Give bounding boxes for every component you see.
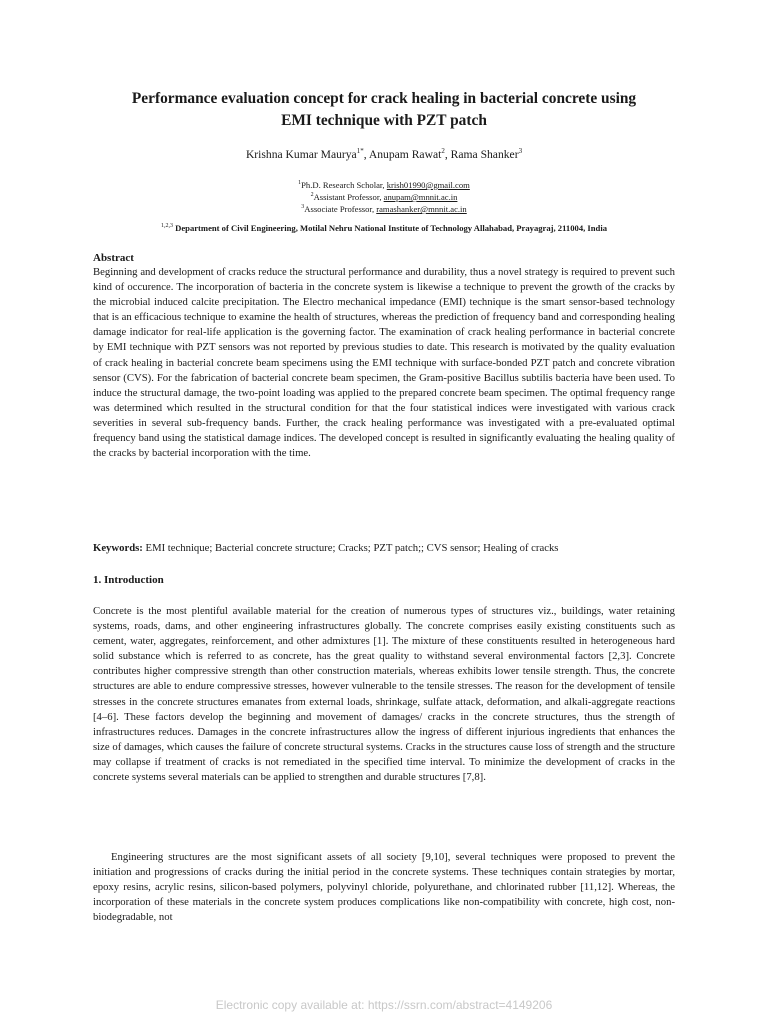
keywords-label: Keywords: xyxy=(93,542,143,554)
title-line-2: EMI technique with PZT patch xyxy=(281,112,487,129)
author-name: Rama Shanker xyxy=(450,147,519,161)
ssrn-footer-watermark: Electronic copy available at: https://ssrn.com/abstract=4149206 xyxy=(215,998,553,1012)
author-list xyxy=(60,144,708,162)
introduction-paragraph-1: Concrete is the most plentiful available material for the creation of numerous types of structures viz., buildings, water retaining systems, roads, dams, and other engineering infrastructures globally. The concrete comprises easily existing constituents such as cement, water, aggregates, reinforcement, and other admixtures [1]. The mixture of these constituents resulted in heterogeneous hard solid substance which is referred to as concrete, has the great quality to withstand several environmental factors [2,3]. Concrete contributes higher compressive strength than other construction materials, whereas exhibits lower tensile strength. Thus, the concrete structures are able to endure compressive stresses, however vulnerable to the tensile stresses. The reason for the development of tensile stresses in the concrete structures emanates from external loads, shrinkage, sulfate attack, deformation, and alkali-aggregate reactions [4–6]. These factors develop the beginning and movement of damages/ cracks in the concrete structures, thus the strength of infrastructures reduces. Damages in the concrete infrastructures allow the ingress of different injurious ingredients that enhances the size of damages, which causes the failure of concrete structural systems. Cracks in the structures cause loss of strength and the structure may collapse if treatment of cracks is not remediated in the specified time interval. To minimize the development of cracks in the concrete systems several materials can be applied to strengthen and durable structures [7,8]. xyxy=(93,605,675,784)
affiliation-email[interactable]: krish01990@gmail.com xyxy=(386,179,470,190)
affiliation-email[interactable]: anupam@mnnit.ac.in xyxy=(383,191,458,202)
affiliation-email[interactable]: ramashanker@mnnit.ac.in xyxy=(376,203,467,214)
author-sup: 3 xyxy=(518,147,523,155)
affiliation-1 xyxy=(60,178,708,191)
introduction-paragraph-2: Engineering structures are the most significant assets of all society [9,10], several techniques were proposed to prevent the initiation and progressions of cracks during the initial period in the concrete systems. These techniques contain strategies by mortar, epoxy resins, acrylic resins, silicon-based polymers, polyvinyl chloride, polyurethane, and chlorinated rubber [11,12]. Whereas, the incorporation of these materials in the concrete system produces complications like non-compatibility with concrete, high cost, non-biodegradable, not xyxy=(93,851,675,924)
author-name: Krishna Kumar Maurya xyxy=(245,147,357,161)
keywords xyxy=(93,541,693,556)
keywords-text: EMI technique; Bacterial concrete structure; Cracks; PZT patch;; CVS sensor; Healing of cracks xyxy=(142,542,559,554)
affiliation-3 xyxy=(60,202,708,215)
affiliation-2 xyxy=(60,190,708,203)
introduction-heading: 1. Introduction xyxy=(93,574,164,586)
affiliation-role: Assistant Professor, xyxy=(313,191,384,202)
abstract-text: Beginning and development of cracks reduce the structural performance and durability, thus a novel strategy is required to prevent such kind of occurence. The incorporation of bacteria in the concrete system is likewise a technique to prevent the growth of the cracks by the microbial induced calcite precipitation. The Electro mechanical impedance (EMI) technique is the smart sensor-based technology that is an efficacious technique to examine the health of structures, whereas the prediction of frequency band and corresponding healing damage indicator for real-life application is the governing factor. The examination of crack healing performance in bacterial concrete by EMI technique with PZT sensors was not reported by previous studies to date. This research is motivated by the quality evaluation of crack healing in bacterial concrete beam specimens using the EMI technique with surface-bonded PZT patch and concrete vibration sensor (CVS). For the fabrication of bacterial concrete beam specimen, the Gram-positive Bacillus subtilis bacteria have been used. To induce the structural damage, the two-point loading was applied to the prepared concrete beam specimen. The optimal frequency range was determined which resulted in the structural condition for that the four statistical indices were investigated with various crack severities in several sub-frequency bands. Further, the crack healing performance was investigated with a pre-evaluated optimal frequency band using the statistical damage indices. The developed concept is resulted in significantly evaluating the healing quality of the cracks by bacterial incorporation with the time. xyxy=(93,266,675,460)
author-sup: 1* xyxy=(356,147,364,155)
affiliation-sup: 1 xyxy=(298,180,302,186)
author-name: Anupam Rawat xyxy=(368,147,442,161)
paper-title xyxy=(60,88,708,132)
affiliation-role: Associate Professor, xyxy=(304,203,377,214)
author-sup: 2 xyxy=(441,147,445,155)
department-affiliation xyxy=(40,221,728,234)
abstract-heading: Abstract xyxy=(93,252,134,264)
author-separator: , xyxy=(363,147,369,161)
affiliation-sup: 3 xyxy=(301,204,305,210)
title-line-1: Performance evaluation concept for crack healing in bacterial concrete using xyxy=(131,90,637,107)
affiliation-sup: 2 xyxy=(310,192,314,198)
author-separator: , xyxy=(444,147,451,161)
department-text: Department of Civil Engineering, Motilal Nehru National Institute of Technology Allahabad, Prayagraj, 211004, India xyxy=(173,222,607,233)
department-sup: 1,2,3 xyxy=(161,223,173,229)
affiliation-role: Ph.D. Research Scholar, xyxy=(301,179,387,190)
